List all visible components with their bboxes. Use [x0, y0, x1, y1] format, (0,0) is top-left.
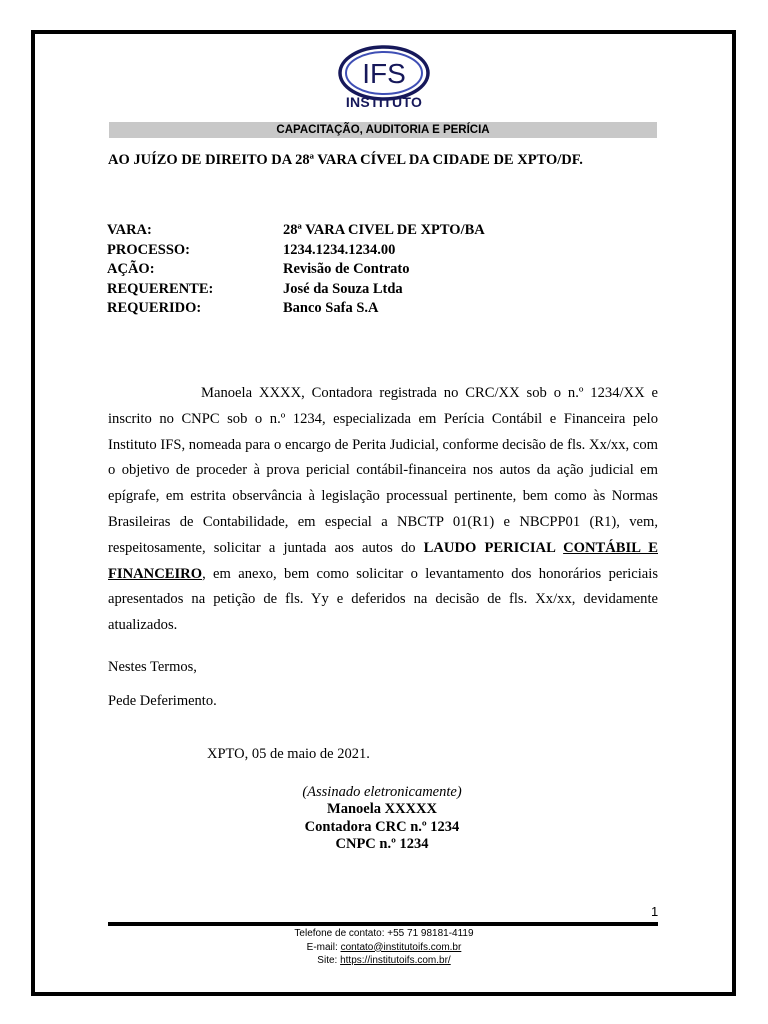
footer-phone: Telefone de contato: +55 71 98181-4119 [294, 928, 474, 939]
closing [108, 650, 217, 718]
body-bold-text: LAUDO PERICIAL [423, 539, 564, 556]
signer-cnpc: CNPC n.º 1234 [335, 836, 429, 853]
signer-role: Contadora CRC n.º 1234 [304, 818, 460, 835]
case-info-value: José da Souza Ltda [283, 280, 403, 297]
closing-line: Nestes Termos, [108, 659, 197, 675]
case-info-row [107, 260, 667, 280]
case-info-label: AÇÃO: [107, 261, 155, 278]
footer [200, 927, 568, 968]
place-date: XPTO, 05 de maio de 2021. [207, 746, 370, 762]
document-heading: AO JUÍZO DE DIREITO DA 28ª VARA CÍVEL DA CIDADE DE XPTO/DF. [108, 152, 583, 168]
case-info-row [107, 221, 667, 241]
body-text-part1: Manoela XXXX, Contadora registrada no CRC/XX sob o n.º 1234/XX e inscrito no CNPC sob o n.º 1234, especializada em Perícia Contábil e Financeira pelo Instituto IFS, nomeada para o encargo de Perita Judicial, conforme decisão de fls. Xx/xx, com o objetivo de proceder à prova pericial contábil-financeira nos autos da ação judicial em epígrafe, em estrita observância à legislação processual pertinente, bem como às Normas Brasileiras de Contabilidade, em especial a NBCTP 01(R1) e NBCPP01 (R1), vem, respeitosamente, solicitar a juntada aos autos do [108, 385, 658, 556]
closing-line: Pede Deferimento. [108, 693, 217, 709]
case-info-row [107, 299, 667, 319]
case-info-label: REQUERENTE: [107, 280, 214, 297]
footer-email-line [200, 941, 568, 955]
footer-site-line [200, 954, 568, 968]
case-info-value: 28ª VARA CIVEL DE XPTO/BA [283, 222, 485, 238]
footer-site-link[interactable]: https://institutoifs.com.br/ [340, 955, 451, 966]
footer-divider [108, 922, 658, 926]
body-bold-underlined-text: CONTÁBIL E FINANCEIRO [108, 539, 658, 582]
header-banner: CAPACITAÇÃO, AUDITORIA E PERÍCIA [109, 122, 657, 138]
case-info-label: VARA: [107, 222, 152, 238]
case-info-value: Revisão de Contrato [283, 261, 410, 278]
case-info-label: REQUERIDO: [107, 300, 202, 317]
signature-note: (Assinado eletronicamente) [302, 784, 462, 800]
case-info-row [107, 280, 667, 300]
signer-name: Manoela XXXXX [327, 801, 437, 818]
case-info [107, 221, 667, 319]
signature-block [230, 784, 534, 854]
page-number: 1 [651, 904, 659, 919]
petition-body [108, 381, 658, 639]
case-info-row [107, 241, 667, 261]
footer-site-label: Site: [317, 955, 341, 966]
case-info-value: 1234.1234.1234.00 [283, 241, 396, 258]
footer-email-label: E-mail: [306, 941, 341, 953]
body-text-part2: , em anexo, bem como solicitar o levantamento dos honorários periciais apresentados na petição de fls. Yy e deferidos na decisão de fls. Xx/xx, devidamente atualizados. [108, 565, 658, 634]
case-info-value: Banco Safa S.A [283, 300, 379, 317]
footer-email-link[interactable]: contato@institutoifs.com.br [340, 941, 462, 953]
logo-text: IFS [362, 58, 406, 89]
logo-caption: INSTITUTO [345, 94, 423, 110]
case-info-label: PROCESSO: [107, 241, 190, 258]
